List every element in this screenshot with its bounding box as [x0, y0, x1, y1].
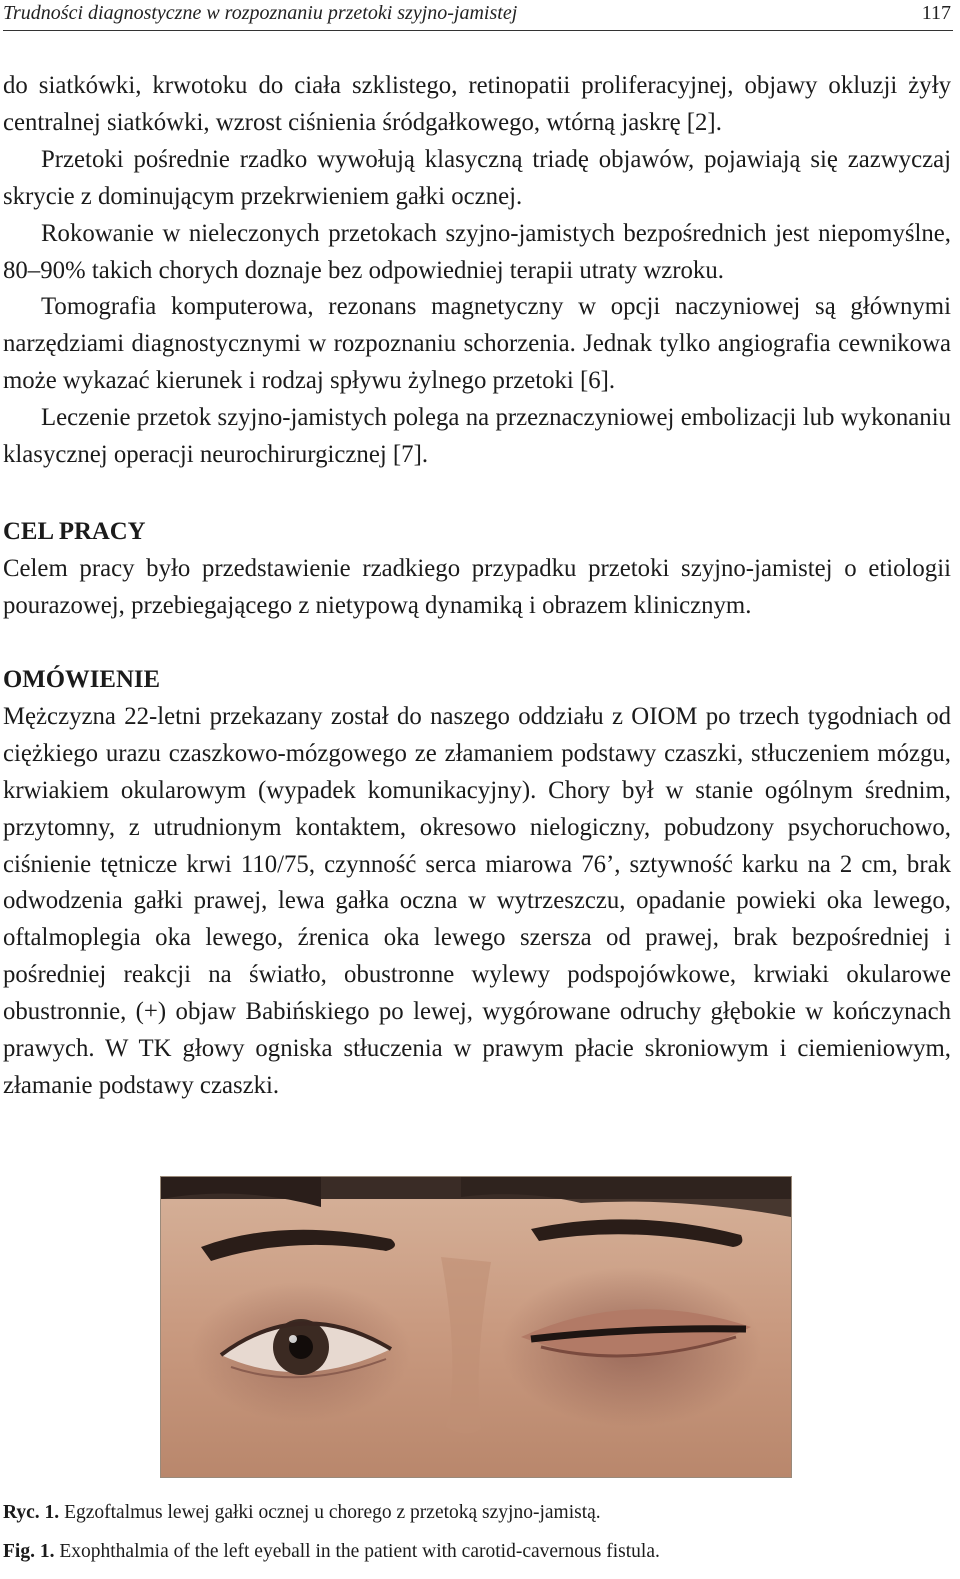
figure-caption-en — [3, 1539, 660, 1565]
section-omowienie — [3, 662, 951, 1105]
running-title: Trudności diagnostyczne w rozpoznaniu przetoki szyjno-jamistej — [3, 2, 518, 24]
intro-paragraph-indirect: Przetoki pośrednie rzadko wywołują klasyczną triadę objawów, pojawiają się zazwyczaj skrycie z dominującym przekrwieniem gałki ocznej. — [3, 145, 951, 210]
figure-patient-eyes-photo — [160, 1176, 792, 1478]
intro-paragraph-treatment: Leczenie przetok szyjno-jamistych polega na przeznaczyniowej embolizacji lub wykonaniu klasycznej operacji neurochirurgicznej [7]. — [3, 404, 951, 469]
intro-block — [3, 68, 951, 474]
eyes-photo-illustration — [161, 1177, 791, 1477]
omowienie-body: Mężczyzna 22-letni przekazany został do naszego oddziału z OIOM po trzech tygodniach od ciężkiego urazu czaszkowo-mózgowego ze złamaniem podstawy czaszki, stłuczeniem mózgu, krwiakiem okularowym (wypadek komunikacyjny). Chory był w stanie ogólnym średnim, przytomny, z utrudnionym kontaktem, okresowo nielogiczny, pobudzony psychoruchowo, ciśnienie tętnicze krwi 110/75, czynność serca miarowa 76’, sztywność karku na 2 cm, brak odwodzenia gałki prawej, lewa gałka oczna w wytrzeszczu, opadanie powieki oka lewego, oftalmoplegia oka lewego, źrenica oka lewego szersza od prawej, brak bezpośredniej i pośredniej reakcji na światło, obustronne wylewy podspojówkowe, krwiaki okularowe obustronnie, (+) objaw Babińskiego po lewej, wygórowane odruchy głębokie w kończynach prawych. W TK głowy ogniska stłuczenia w prawym płacie skroniowym i ciemieniowym, złamanie podstawy czaszki. — [3, 702, 951, 1099]
figure-caption-en-label: Fig. 1. — [3, 1541, 55, 1562]
page-number: 117 — [921, 2, 951, 24]
section-title-cel: CEL PRACY — [3, 518, 146, 545]
running-header — [3, 0, 953, 30]
intro-paragraph-diagnostics: Tomografia komputerowa, rezonans magnetyczny w opcji naczyniowej są głównymi narzędziami diagnostycznymi w rozpoznaniu schorzenia. Jednak tylko angiografia cewnikowa może wykazać kierunek i rodzaj spływu żylnego przetoki [6]. — [3, 293, 951, 395]
cel-body: Celem pracy było przedstawienie rzadkiego przypadku przetoki szyjno-jamistej o etiologii pourazowej, przebiegającego z nietypową dynamiką i obrazem klinicznym. — [3, 554, 951, 619]
figure-caption-pl-text: Egzoftalmus lewej gałki ocznej u chorego z przetoką szyjno-jamistą. — [64, 1502, 601, 1523]
intro-paragraph-continued: do siatkówki, krwotoku do ciała szklistego, retinopatii proliferacyjnej, objawy okluzji żyły centralnej siatkówki, wzrost ciśnienia śródgałkowego, wtórną jaskrę [2]. — [3, 72, 951, 136]
figure-caption-pl — [3, 1500, 601, 1526]
intro-paragraph-prognosis: Rokowanie w nieleczonych przetokach szyjno-jamistych bezpośrednich jest niepomyślne, 80–90% takich chorych doznaje bez odpowiedniej terapii utraty wzroku. — [3, 219, 951, 284]
figure-caption-en-text: Exophthalmia of the left eyeball in the patient with carotid-cavernous fistula. — [59, 1541, 660, 1562]
figure-caption-pl-label: Ryc. 1. — [3, 1502, 60, 1523]
header-rule — [3, 30, 953, 31]
section-cel — [3, 514, 951, 625]
section-title-omowienie: OMÓWIENIE — [3, 666, 161, 693]
